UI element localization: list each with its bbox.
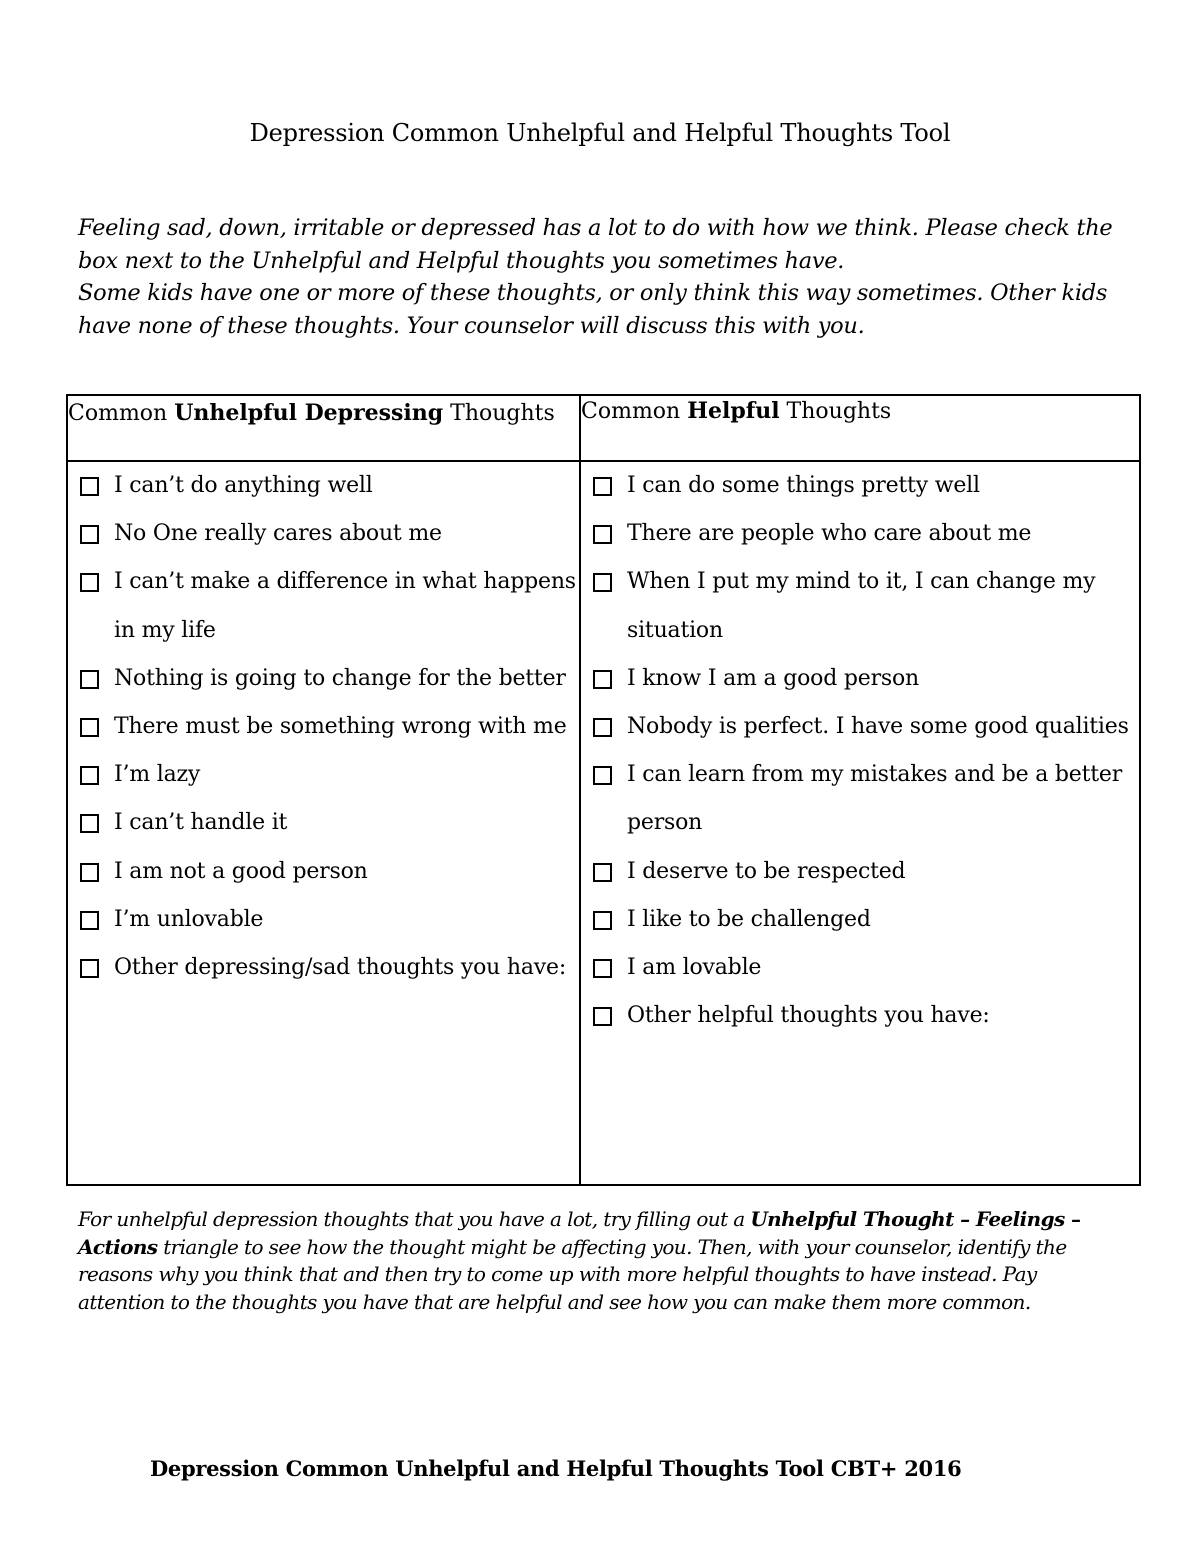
helpful-thought-item-label: There are people who care about me <box>627 521 1032 547</box>
helpful-thought-item <box>591 944 1139 992</box>
unhelpful-thought-item <box>78 896 579 944</box>
closing-instructions <box>78 1206 1128 1316</box>
header-suffix: Thoughts <box>443 401 555 426</box>
checkbox[interactable] <box>80 959 99 978</box>
helpful-thought-item-label: Other helpful thoughts you have: <box>627 1003 990 1029</box>
helpful-thought-item-label: I can learn from my mistakes and be a better person <box>627 762 1123 836</box>
helpful-thought-item <box>591 992 1139 1040</box>
checkbox[interactable] <box>80 814 99 833</box>
unhelpful-column-header <box>67 395 580 461</box>
checkbox[interactable] <box>593 670 612 689</box>
helpful-thought-item-label: I am lovable <box>627 955 762 981</box>
checkbox[interactable] <box>593 718 612 737</box>
unhelpful-thought-item <box>78 751 579 799</box>
checkbox[interactable] <box>80 911 99 930</box>
unhelpful-thoughts-list <box>68 462 579 992</box>
unhelpful-thoughts-cell <box>67 461 580 1185</box>
unhelpful-thought-item-label: Nothing is going to change for the better <box>114 665 566 691</box>
header-suffix: Thoughts <box>779 399 892 424</box>
page-footer: Depression Common Unhelpful and Helpful Thoughts Tool CBT+ 2016 <box>150 1456 962 1481</box>
helpful-thought-item <box>591 896 1139 944</box>
helpful-thought-item-label: I can do some things pretty well <box>627 473 980 498</box>
header-bold: Unhelpful Depressing <box>174 400 444 426</box>
thoughts-table <box>66 394 1141 1186</box>
unhelpful-thought-item <box>78 944 579 992</box>
checkbox[interactable] <box>80 718 99 737</box>
checkbox[interactable] <box>593 959 612 978</box>
intro-text <box>78 212 1138 342</box>
helpful-thoughts-cell <box>580 461 1140 1185</box>
closing-lead: For unhelpful depression thoughts that you have a lot, try filling out a <box>78 1207 751 1231</box>
header-prefix: Common <box>581 399 688 424</box>
header-prefix: Common <box>68 401 175 426</box>
checkbox[interactable] <box>80 766 99 785</box>
intro-paragraph-2: Some kids have one or more of these thoughts, or only think this way sometimes. Other kids have none of these thoughts. Your counselor will discuss this with you. <box>78 280 1108 339</box>
helpful-thought-item-label: Nobody is perfect. I have some good qualities <box>627 714 1129 740</box>
helpful-thought-item <box>591 655 1139 703</box>
helpful-column-header <box>580 395 1140 461</box>
helpful-thought-item-label: When I put my mind to it, I can change my situation <box>627 569 1096 643</box>
closing-rest: triangle to see how the thought might be affecting you. Then, with your counselor, identify the reasons why you think that and then try to come up with more helpful thoughts to have instead. Pay attention to the thoughts you have that are helpful and see how you can make them more common. <box>78 1234 1067 1314</box>
helpful-thought-item-label: I know I am a good person <box>627 665 919 691</box>
checkbox[interactable] <box>593 911 612 930</box>
unhelpful-thought-item-label: I can’t make a difference in what happens in my life <box>114 569 576 643</box>
unhelpful-thought-item <box>78 655 579 703</box>
unhelpful-thought-item-label: I’m lazy <box>114 762 201 788</box>
unhelpful-thought-item-label: No One really cares about me <box>114 521 442 547</box>
helpful-thought-item-label: I like to be challenged <box>627 906 871 932</box>
unhelpful-thought-item <box>78 703 579 751</box>
helpful-thought-item <box>591 703 1139 751</box>
document-title: Depression Common Unhelpful and Helpful Thoughts Tool <box>249 119 951 147</box>
checkbox[interactable] <box>593 1007 612 1026</box>
unhelpful-thought-item-label: I’m unlovable <box>114 906 264 932</box>
checkbox[interactable] <box>80 477 99 496</box>
unhelpful-thought-item-label: I can’t handle it <box>114 810 288 836</box>
checkbox[interactable] <box>593 525 612 544</box>
unhelpful-thought-item-label: There must be something wrong with me <box>114 714 567 740</box>
helpful-thoughts-list <box>581 462 1139 1040</box>
checkbox[interactable] <box>80 863 99 882</box>
unhelpful-thought-item <box>78 799 579 847</box>
checkbox[interactable] <box>80 573 99 592</box>
unhelpful-thought-item <box>78 848 579 896</box>
unhelpful-thought-item-label: I am not a good person <box>114 858 368 884</box>
helpful-thought-item <box>591 462 1139 510</box>
checkbox[interactable] <box>593 573 612 592</box>
intro-paragraph-1: Feeling sad, down, irritable or depressed has a lot to do with how we think. Please check the box next to the Unhelpful and Helpful thoughts you sometimes have. <box>78 215 1113 274</box>
helpful-thought-item-label: I deserve to be respected <box>627 858 906 884</box>
helpful-thought-item <box>591 510 1139 558</box>
checkbox[interactable] <box>593 863 612 882</box>
unhelpful-thought-item <box>78 510 579 558</box>
helpful-thought-item <box>591 558 1139 654</box>
checkbox[interactable] <box>593 766 612 785</box>
checkbox[interactable] <box>593 477 612 496</box>
checkbox[interactable] <box>80 525 99 544</box>
header-bold: Helpful <box>687 398 780 424</box>
helpful-thought-item <box>591 751 1139 847</box>
helpful-thought-item <box>591 848 1139 896</box>
unhelpful-thought-item <box>78 462 579 510</box>
unhelpful-thought-item <box>78 558 579 654</box>
closing-bold-phrase: Unhelpful Thought – Feelings – Actions <box>78 1207 1081 1259</box>
checkbox[interactable] <box>80 670 99 689</box>
unhelpful-thought-item-label: I can’t do anything well <box>114 473 373 498</box>
unhelpful-thought-item-label: Other depressing/sad thoughts you have: <box>114 955 567 981</box>
